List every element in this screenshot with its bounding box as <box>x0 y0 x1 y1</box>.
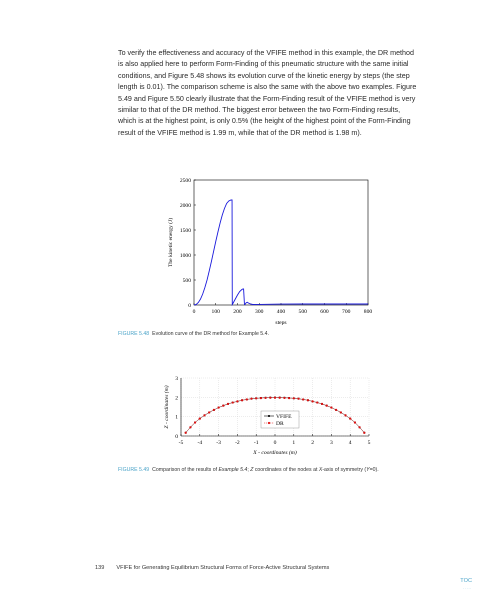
dr-point <box>274 397 276 399</box>
caption-z: Z <box>250 467 254 473</box>
dr-point <box>321 403 323 405</box>
y-tick-label: 1000 <box>179 253 191 259</box>
dr-point <box>326 405 328 407</box>
legend-dr-marker <box>268 422 270 424</box>
legend-vfife-marker <box>268 415 270 417</box>
figure-5-49-caption <box>118 467 379 473</box>
y-tick-label: 2 <box>175 395 178 402</box>
dr-point <box>344 414 346 416</box>
x-tick-label: -5 <box>178 440 184 446</box>
dr-point <box>330 406 332 408</box>
y-tick-label: 2000 <box>179 203 191 209</box>
dr-point <box>222 405 224 407</box>
dr-point <box>279 397 281 399</box>
y-tick-label: 500 <box>182 278 191 284</box>
x-tick-label: 500 <box>298 309 307 315</box>
y-tick-label: 0 <box>175 434 178 440</box>
dr-point <box>297 398 299 400</box>
caption-label: FIGURE 5.48 <box>118 331 150 337</box>
dr-point <box>199 418 201 420</box>
toc-dots-decoration: ····· <box>462 586 472 591</box>
dr-point <box>185 432 187 434</box>
running-title: VFIFE for Generating Equilibrium Structural Forms of Force-Active Structural Systems <box>116 565 330 571</box>
dr-point <box>359 426 361 428</box>
dr-point <box>265 397 267 399</box>
dr-point <box>312 400 314 402</box>
y-axis-label: The kinetic energy (J) <box>168 217 174 268</box>
caption-pre: Comparison of the results of <box>152 467 219 473</box>
dr-point <box>246 398 248 400</box>
x-tick-label: 2 <box>311 440 314 446</box>
x-tick-label: -4 <box>197 440 203 446</box>
caption-label: FIGURE 5.49 <box>118 467 150 473</box>
toc-link[interactable]: TOC <box>460 578 472 584</box>
y-tick-label: 3 <box>175 376 178 382</box>
caption-y: Y <box>366 467 370 473</box>
x-axis-label: steps <box>275 320 287 326</box>
x-tick-label: 300 <box>255 309 264 315</box>
x-tick-label: 0 <box>273 440 277 446</box>
x-tick-label: 0 <box>192 309 196 315</box>
dr-point <box>288 397 290 399</box>
body-text: To verify the effectiveness and accuracy of the VFIFE method in this example, the DR method is also applied here to perform Form-Finding of this pneumatic structure with the same initial conditions, and Figure 5.48 shows its evolution curve of the kinetic energy by steps (the step length is 0.01). The comparison scheme is also the same with the above two examples. Figure 5.49 and Figure 5.50 clearly illustrate that the Form-Finding result of the VFIFE method is very similar to that of the DR method. The biggest error between the two Form-Finding results, which is at the highest point, is only 0.5% (the height of the highest point of the Form-Finding result of the VFIFE method is 1.99 m, while that of the DR method is 1.98 m). <box>118 49 417 137</box>
x-tick-label: 5 <box>367 440 371 446</box>
dr-point <box>260 397 262 399</box>
dr-point <box>316 401 318 403</box>
dr-point <box>335 409 337 411</box>
x-tick-label: 1 <box>292 440 296 446</box>
x-tick-label: 800 <box>363 309 373 315</box>
dr-point <box>340 411 342 413</box>
dr-point <box>269 397 271 399</box>
y-tick-label: 2500 <box>179 178 191 184</box>
dr-point <box>203 414 205 416</box>
dr-point <box>250 398 252 400</box>
dr-point <box>354 421 356 423</box>
caption-mid2: coordinates of the nodes at <box>253 467 319 473</box>
y-tick-label: 1 <box>175 414 178 421</box>
dr-point <box>283 397 285 399</box>
dr-point <box>236 400 238 402</box>
dr-point <box>208 411 210 413</box>
caption-mid3: -axis of symmetry ( <box>322 467 367 473</box>
x-tick-label: 400 <box>276 309 286 315</box>
legend-dr-label: DR <box>276 421 284 427</box>
caption-example: Example 5.4 <box>218 467 248 473</box>
y-axis-label: Z - coordinates (m) <box>164 385 170 429</box>
x-tick-label: 100 <box>211 309 220 315</box>
dr-point <box>302 398 304 400</box>
dr-point <box>293 397 295 399</box>
dr-point <box>307 399 309 401</box>
dr-point <box>194 421 196 423</box>
caption-end: =0). <box>369 467 379 473</box>
x-tick-label: -2 <box>235 440 240 446</box>
x-tick-label: 200 <box>233 309 242 315</box>
caption-text: Evolution curve of the DR method for Example 5.4. <box>152 331 269 337</box>
x-tick-label: -3 <box>216 440 221 446</box>
dr-point <box>227 403 229 405</box>
x-tick-label: 700 <box>342 309 351 315</box>
dr-point <box>213 409 215 411</box>
dr-point <box>363 432 365 434</box>
dr-point <box>241 399 243 401</box>
dr-point <box>255 397 257 399</box>
x-tick-label: 600 <box>320 309 329 315</box>
dr-point <box>189 426 191 428</box>
y-tick-label: 1500 <box>179 228 191 234</box>
caption-mid: ; <box>247 467 251 473</box>
x-tick-label: 3 <box>330 440 333 446</box>
y-tick-label: 0 <box>188 303 191 309</box>
dr-point <box>349 418 351 420</box>
dr-point <box>218 406 220 408</box>
x-tick-label: -1 <box>253 440 259 446</box>
x-tick-label: 4 <box>348 440 352 446</box>
dr-point <box>232 401 234 403</box>
page-footer <box>95 565 329 571</box>
x-axis-label: X - coordinates (m) <box>253 450 297 456</box>
page-number: 139 <box>95 565 105 571</box>
legend-vfife-label: VFIFE <box>276 414 292 420</box>
caption-x: X <box>318 467 323 473</box>
